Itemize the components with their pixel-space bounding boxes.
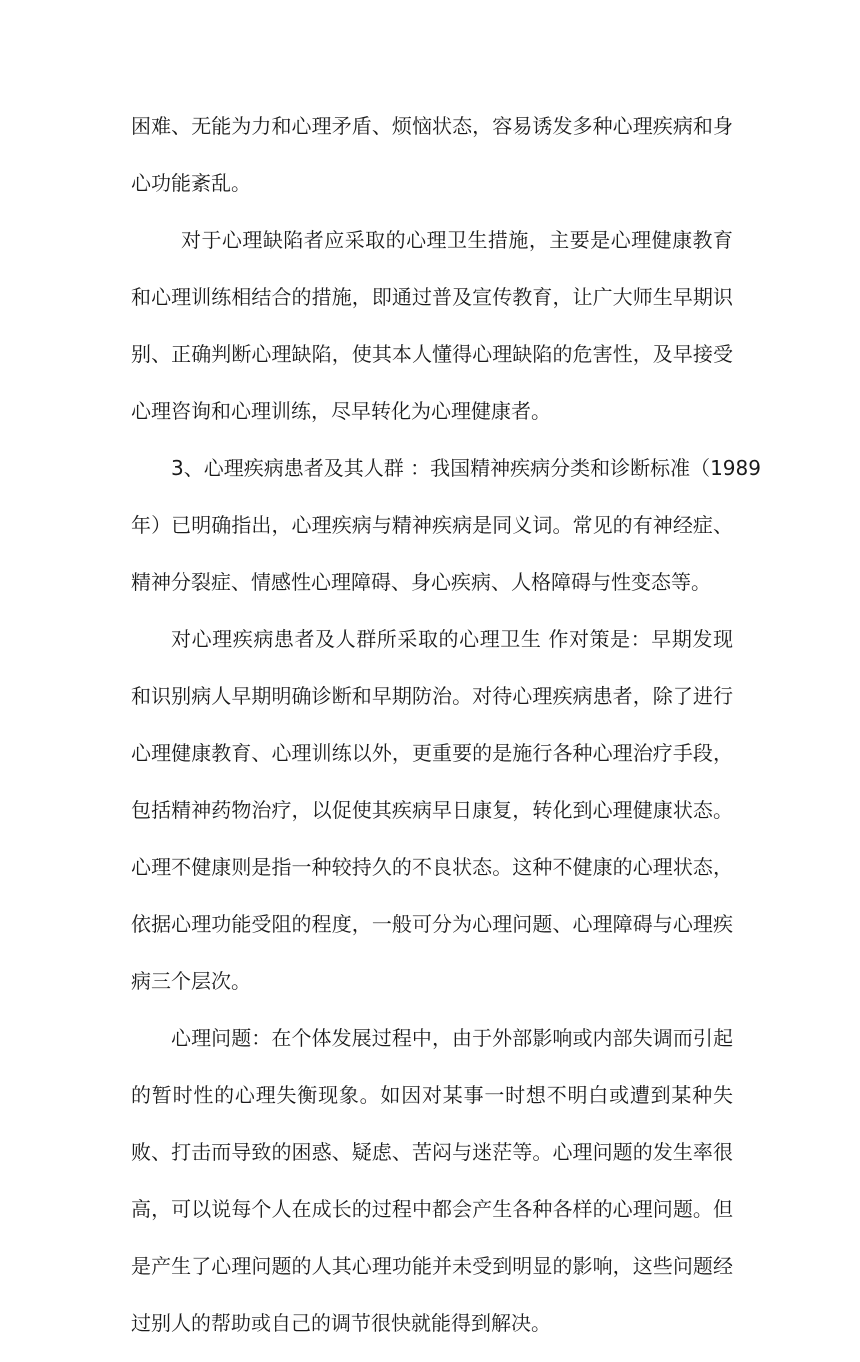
text-line: 精神分裂症、情感性心理障碍、身心疾病、人格障碍与性变态等。 [131, 570, 711, 594]
body-text [131, 108, 761, 1362]
text-line: 是产生了心理问题的人其心理功能并未受到明显的影响，这些问题经 [131, 1254, 733, 1278]
paragraph-first-line: 对于心理缺陷者应采取的心理卫生措施，主要是心理健康教育 [181, 228, 733, 252]
paragraph-first-line: 3、心理疾病患者及其人群 ：我国精神疾病分类和诊断标准（1989 [171, 456, 761, 480]
text-line: 的暂时性的心理失衡现象。如因对某事一时想不明白或遭到某种失 [131, 1083, 733, 1107]
text-line: 心理咨询和心理训练，尽早转化为心理健康者。 [131, 399, 551, 423]
text-line: 包括精神药物治疗，以促使其疾病早日康复，转化到心理健康状态。 [131, 798, 733, 822]
text-line: 和识别病人早期明确诊断和早期防治。对待心理疾病患者，除了进行 [131, 684, 733, 708]
text-line: 心理健康教育、心理训练以外，更重要的是施行各种心理治疗手段， [131, 741, 733, 765]
paragraph-first-line: 心理问题：在个体发展过程中，由于外部影响或内部失调而引起 [171, 1026, 733, 1050]
text-line: 困难、无能为力和心理矛盾、烦恼状态，容易诱发多种心理疾病和身 [131, 114, 733, 138]
text-line: 过别人的帮助或自己的调节很快就能得到解决。 [131, 1311, 551, 1335]
text-line: 高，可以说每个人在成长的过程中都会产生各种各样的心理问题。但 [131, 1197, 733, 1221]
text-line: 和心理训练相结合的措施，即通过普及宣传教育，让广大师生早期识 [131, 285, 733, 309]
paragraph-first-line: 对心理疾病患者及人群所采取的心理卫生 作对策是：早期发现 [171, 627, 733, 651]
text-line: 心功能紊乱。 [131, 171, 251, 195]
text-line: 年）已明确指出，心理疾病与精神疾病是同义词。常见的有神经症、 [131, 513, 733, 537]
text-line: 病三个层次。 [131, 969, 251, 993]
text-line: 败、打击而导致的困惑、疑虑、苦闷与迷茫等。心理问题的发生率很 [131, 1140, 733, 1164]
text-line: 心理不健康则是指一种较持久的不良状态。这种不健康的心理状态， [131, 855, 733, 879]
text-line: 别、正确判断心理缺陷，使其本人懂得心理缺陷的危害性，及早接受 [131, 342, 733, 366]
text-line: 依据心理功能受阻的程度，一般可分为心理问题、心理障碍与心理疾 [131, 912, 733, 936]
